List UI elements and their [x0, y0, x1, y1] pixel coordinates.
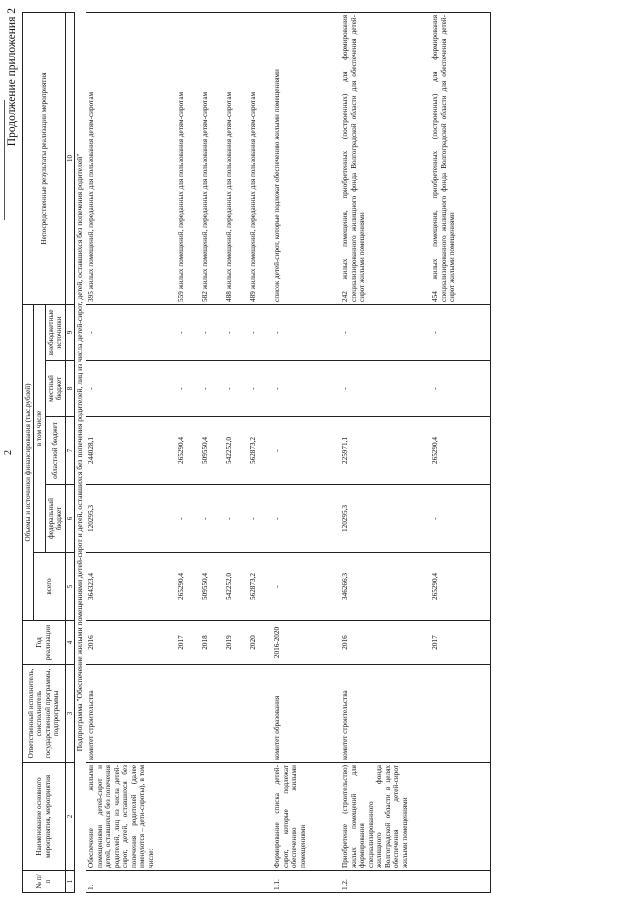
row-year: 2019	[224, 621, 248, 665]
row-total: 509550,4	[200, 553, 224, 621]
row-local: -	[272, 361, 340, 417]
row-total: 542252,0	[224, 553, 248, 621]
column-numbers-row	[65, 12, 74, 892]
table-row	[86, 12, 176, 892]
header-name: Наименование основного мероприятия, мероприятия	[23, 763, 66, 871]
row-year: 2016-2020	[272, 621, 340, 665]
row-regional: 225971,1	[340, 417, 430, 485]
row-local: -	[340, 361, 430, 417]
header-regional: областной бюджет	[45, 417, 65, 485]
col-number: 1	[65, 871, 74, 893]
row-name	[224, 763, 248, 871]
row-local: -	[176, 361, 200, 417]
row-num: 1.2.	[340, 871, 430, 893]
row-executor	[176, 665, 200, 763]
row-local: -	[86, 361, 176, 417]
row-num	[224, 871, 248, 893]
row-result: 559 жилых помещений, переданных для пользования детям-сиротам	[176, 12, 200, 304]
row-federal: -	[200, 485, 224, 553]
row-result: 395 жилых помещений, переданных для пользования детям-сиротам	[86, 12, 176, 304]
row-extra: -	[200, 304, 224, 360]
row-num	[248, 871, 272, 893]
row-executor	[430, 665, 491, 763]
row-name	[430, 763, 491, 871]
row-total: 265290,4	[176, 553, 200, 621]
row-result: 489 жилых помещений, переданных для пользования детям-сиротам	[248, 12, 272, 304]
row-regional: 542252,0	[224, 417, 248, 485]
row-year: 2017	[176, 621, 200, 665]
col-number: 2	[65, 763, 74, 871]
table-row	[200, 12, 224, 892]
row-num	[176, 871, 200, 893]
header-extra: внебюджетные источники	[45, 304, 65, 360]
row-num: 1.	[86, 871, 176, 893]
row-executor: комитет строительства	[340, 665, 430, 763]
row-regional: 562873,2	[248, 417, 272, 485]
col-number: 10	[65, 12, 74, 304]
row-name: Формирование списка детей-сирот, которые подлежат обеспечению жилыми помещениями	[272, 763, 340, 871]
row-year: 2016	[86, 621, 176, 665]
table-row	[430, 12, 491, 892]
row-local: -	[248, 361, 272, 417]
row-result: 454 жилых помещения, приобретенных (построенных) для формирования специализированного жилищного фонда Волгоградской области для обеспечения детей-сирот жилыми помещениями	[430, 12, 491, 304]
header-local: местный бюджет	[45, 361, 65, 417]
row-regional: 244028,1	[86, 417, 176, 485]
row-name	[248, 763, 272, 871]
row-extra: -	[430, 304, 491, 360]
row-name: Обеспечение жилыми помещениями детей-сирот и детей, оставшихся без попечения родителей, лиц из числа детей-сирот, детей, оставшихся без попечения родителей (далее именуются – дети-сироты), в том числе:	[86, 763, 176, 871]
row-result: 242 жилых помещения, приобретенных (построенных) для формирования специализированного жилищного фонда Волгоградской области для обеспечения детей-сирот жилыми помещениями	[340, 12, 430, 304]
row-num	[200, 871, 224, 893]
row-federal: 120295,3	[340, 485, 430, 553]
row-extra: -	[340, 304, 430, 360]
row-regional: 265290,4	[176, 417, 200, 485]
table-row	[176, 12, 200, 892]
row-year: 2016	[340, 621, 430, 665]
header-including: в том числе	[34, 304, 45, 552]
row-total: -	[272, 553, 340, 621]
table-row	[248, 12, 272, 892]
row-total: 364323,4	[86, 553, 176, 621]
row-federal: -	[176, 485, 200, 553]
header-executor: Ответственный исполнитель, соисполнитель государственной программы, подпрограммы	[23, 665, 66, 763]
col-number: 9	[65, 304, 74, 360]
row-federal: -	[224, 485, 248, 553]
row-extra: -	[224, 304, 248, 360]
table-row	[224, 12, 248, 892]
row-extra: -	[176, 304, 200, 360]
row-federal: -	[272, 485, 340, 553]
appendix-title: Продолжение приложения 2	[6, 8, 18, 147]
row-local: -	[430, 361, 491, 417]
row-name	[200, 763, 224, 871]
row-name: Приобретение (строительство) жилых помещений для формирования специализированного жилищного фонда Волгоградской области в целях обеспечения детей-сирот жилыми помещениями	[340, 763, 430, 871]
row-executor: комитет образования	[272, 665, 340, 763]
header-year: Год реализации	[23, 621, 66, 665]
row-result: 488 жилых помещений, переданных для пользования детям-сиротам	[224, 12, 248, 304]
header-total: всего	[34, 553, 65, 621]
row-extra: -	[248, 304, 272, 360]
col-number: 6	[65, 485, 74, 553]
row-federal: 120295,3	[86, 485, 176, 553]
row-local: -	[200, 361, 224, 417]
row-regional: 509550,4	[200, 417, 224, 485]
col-number: 8	[65, 361, 74, 417]
header-funding: Объемы и источники финансирования (тыс.рублей)	[23, 304, 34, 620]
table-row	[272, 12, 340, 892]
row-regional: 265290,4	[430, 417, 491, 485]
page-number: 2	[3, 450, 14, 455]
row-federal: -	[430, 485, 491, 553]
row-name	[176, 763, 200, 871]
row-extra: -	[272, 304, 340, 360]
col-number: 3	[65, 665, 74, 763]
table-row	[340, 12, 430, 892]
row-total: 346266,3	[340, 553, 430, 621]
row-total: 265290,4	[430, 553, 491, 621]
row-total: 562873,2	[248, 553, 272, 621]
row-num: 1.1.	[272, 871, 340, 893]
row-executor	[248, 665, 272, 763]
title-rule	[4, 100, 5, 220]
col-number: 7	[65, 417, 74, 485]
row-num	[430, 871, 491, 893]
subprogram-title: Подпрограмма "Обеспечение жилыми помещениями детей-сирот и детей, оставшихся без попечения родителей, лиц из числа детей-сирот, детей, оставшихся без попечения родителей"	[75, 153, 85, 752]
funding-table	[22, 12, 491, 893]
row-result: список детей-сирот, которые подлежат обеспечению жилыми помещениями	[272, 12, 340, 304]
row-result: 582 жилых помещений, переданных для пользования детям-сиротам	[200, 12, 224, 304]
row-federal: -	[248, 485, 272, 553]
row-executor: комитет строительства	[86, 665, 176, 763]
row-executor	[224, 665, 248, 763]
col-number: 4	[65, 621, 74, 665]
row-year: 2020	[248, 621, 272, 665]
header-result: Непосредственные результаты реализации мероприятия	[23, 12, 66, 304]
row-year: 2017	[430, 621, 491, 665]
header-num: № п/п	[23, 871, 66, 893]
row-local: -	[224, 361, 248, 417]
row-extra: -	[86, 304, 176, 360]
col-number: 5	[65, 553, 74, 621]
row-executor	[200, 665, 224, 763]
row-regional: -	[272, 417, 340, 485]
header-federal: федеральный бюджет	[45, 485, 65, 553]
row-year: 2018	[200, 621, 224, 665]
